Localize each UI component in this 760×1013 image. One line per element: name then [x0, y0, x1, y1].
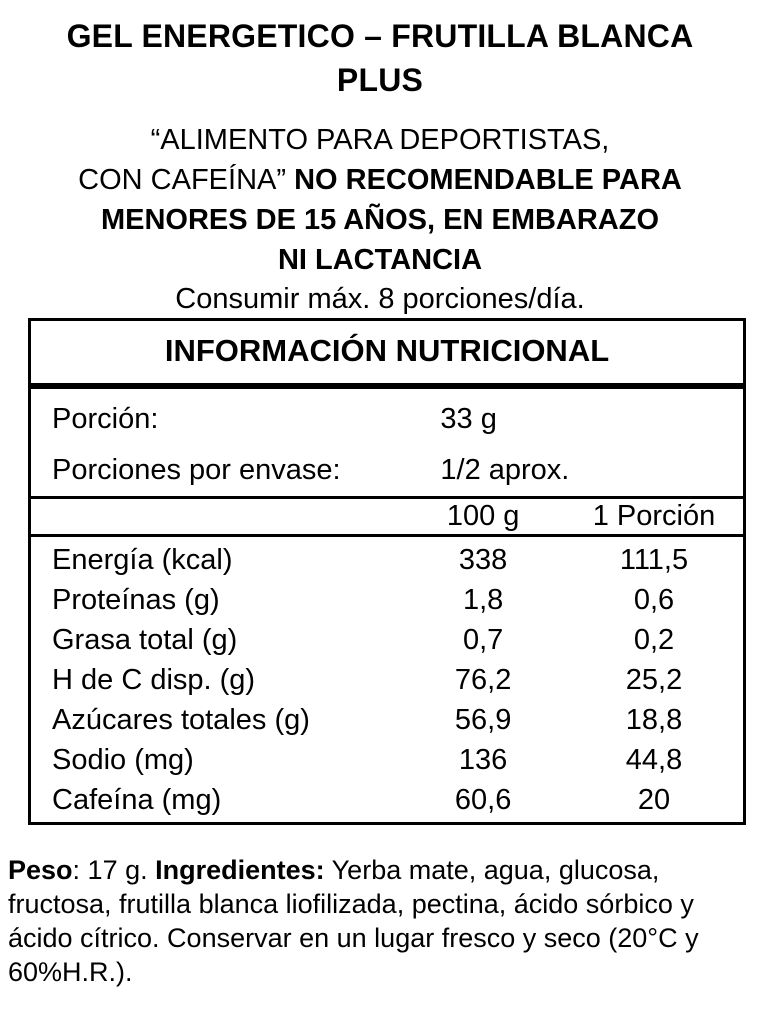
advisory-warning-text — [0, 120, 760, 280]
nutrient-value-per-portion: 44,8 — [625, 743, 683, 776]
nutrient-rows-section — [31, 537, 743, 822]
nutrient-value-per100: 0,7 — [462, 623, 504, 656]
advisory-line — [0, 160, 760, 200]
nutrient-row — [31, 780, 743, 820]
advisory-bold-segment: MENORES DE 15 AÑOS, EN EMBARAZO — [100, 204, 660, 236]
advisory-segment: CON CAFEÍNA” — [78, 164, 295, 196]
column-header-per100: 100 g — [446, 500, 520, 532]
nutrient-value-per-portion: 0,6 — [633, 583, 675, 616]
nutrient-value-per100: 136 — [458, 743, 508, 776]
serving-row-value: 1/2 aprox. — [440, 454, 570, 486]
nutrient-value-per100: 60,6 — [454, 783, 512, 816]
advisory-bold-segment: NO RECOMENDABLE PARA — [294, 164, 682, 196]
advisory-bold-segment: NI LACTANCIA — [277, 244, 483, 276]
nutrient-label: Energía (kcal) — [52, 543, 233, 576]
column-header-per-portion: 1 Porción — [592, 500, 716, 532]
serving-row — [31, 394, 743, 445]
nutrient-label: Grasa total (g) — [52, 623, 238, 656]
nutrient-value-per-portion: 25,2 — [625, 663, 683, 696]
nutrient-row — [31, 740, 743, 780]
serving-info-section — [31, 389, 743, 499]
nutrient-value-per100: 1,8 — [462, 583, 504, 616]
nutrient-label: Proteínas (g) — [52, 583, 220, 616]
serving-row — [31, 445, 743, 496]
footer-bold-segment: Ingredientes: — [155, 855, 325, 885]
serving-row-value: 33 g — [440, 403, 497, 435]
nutrient-value-per100: 56,9 — [454, 703, 512, 736]
nutrient-label: Sodio (mg) — [52, 743, 194, 776]
nutrient-row — [31, 580, 743, 620]
nutrient-value-per100: 338 — [458, 543, 508, 576]
advisory-segment: “ALIMENTO PARA DEPORTISTAS, — [150, 124, 610, 156]
nutrient-value-per-portion: 18,8 — [625, 703, 683, 736]
nutrient-row — [31, 540, 743, 580]
nutrient-row — [31, 660, 743, 700]
advisory-line — [0, 120, 760, 160]
footer-segment: : 17 g. — [72, 855, 156, 885]
footer-segment: Yerba mate, agua, glucosa, fructosa, frutilla blanca liofilizada, pectina, ácido sórbico y ácido cítrico. Conservar en un lugar fresco y seco (20°C y 60%H.R.). — [8, 855, 699, 987]
nutrient-label: H de C disp. (g) — [52, 663, 256, 696]
footer-bold-segment: Peso — [8, 855, 73, 885]
product-title-line2: PLUS — [336, 62, 424, 98]
nutrient-row — [31, 700, 743, 740]
nutrition-facts-table — [28, 318, 746, 825]
nutrient-label: Cafeína (mg) — [52, 783, 222, 816]
consumption-note: Consumir máx. 8 porciones/día. — [175, 283, 585, 315]
column-header-row — [31, 499, 743, 537]
serving-row-label: Porciones por envase: — [52, 454, 341, 486]
nutrient-label: Azúcares totales (g) — [52, 703, 310, 736]
nutrient-value-per-portion: 111,5 — [619, 543, 689, 576]
nutrition-table-title: INFORMACIÓN NUTRICIONAL — [31, 321, 743, 389]
advisory-line — [0, 240, 760, 280]
nutrient-value-per-portion: 0,2 — [633, 623, 675, 656]
nutrient-row — [31, 620, 743, 660]
weight-ingredients-text — [8, 853, 752, 989]
serving-row-label: Porción: — [52, 403, 159, 435]
advisory-line — [0, 200, 760, 240]
product-title — [0, 0, 760, 102]
product-title-line1: GEL ENERGETICO – FRUTILLA BLANCA — [66, 18, 694, 54]
nutrient-value-per-portion: 20 — [637, 783, 671, 816]
nutrient-value-per100: 76,2 — [454, 663, 512, 696]
